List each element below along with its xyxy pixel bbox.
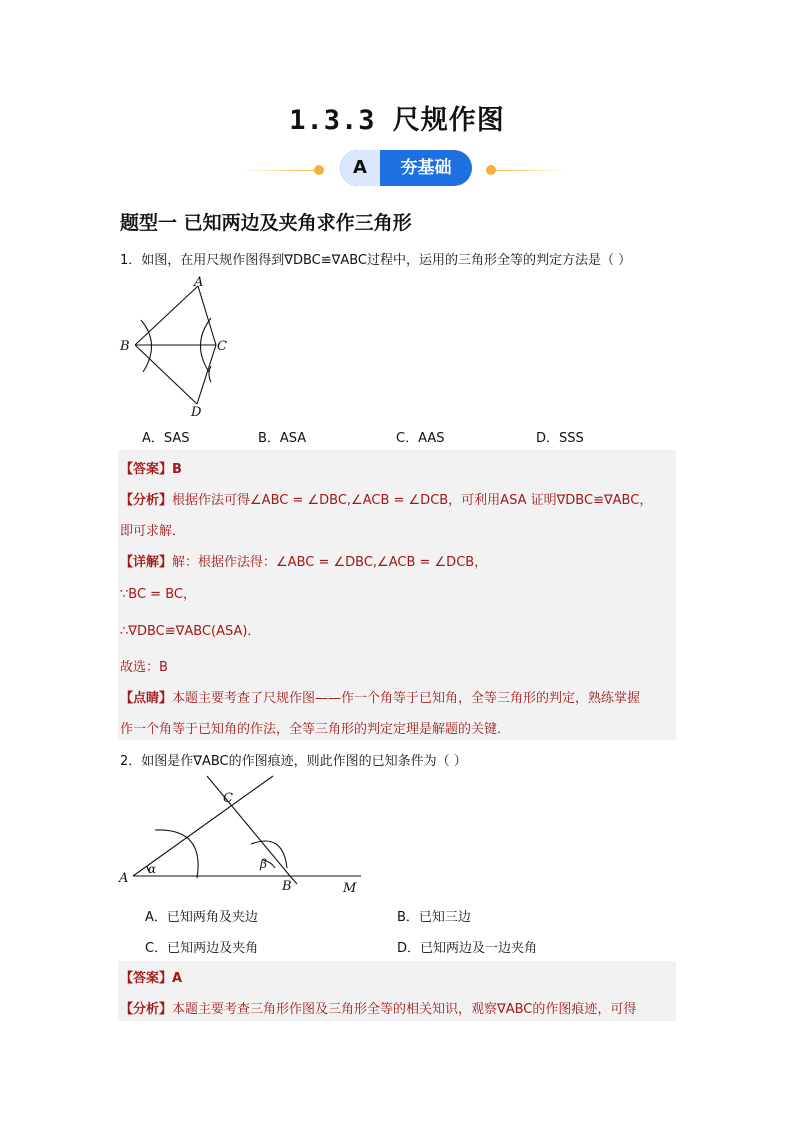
q1-comment-tag: 【点睛】 [120,691,173,706]
q2-label-beta: β [260,857,267,871]
q2-analysis-tag: 【分析】 [120,1002,173,1017]
q1-option-c: C．AAS [396,431,445,446]
q1-analysis-tag: 【分析】 [120,493,173,508]
q1-option-a: A．SAS [142,431,190,446]
q1-option-d: D．SSS [536,431,584,446]
q1-choose-line: 故选：B [120,660,168,675]
banner-line-left [240,170,320,171]
q1-comment-text-1: 本题主要考查了尺规作图——作一个角等于已知角，全等三角形的判定，熟练掌握 [172,691,641,706]
q2-label-m: M [343,881,357,896]
q1-analysis-line-2: 即可求解． [120,524,186,539]
section-title: 题型一 已知两边及夹角求作三角形 [120,212,412,234]
q1-answer-line [120,458,182,477]
q2-analysis-text-1: 本题主要考查三角形作图及三角形全等的相关知识，观察∇ABC的作图痕迹，可得 [172,1002,637,1017]
level-letter: A [340,150,380,186]
q2-option-b: B．已知三边 [397,910,471,925]
q2-label-a: A [119,871,129,886]
q2-answer-tag: 【答案】 [120,971,173,986]
banner-line-right [490,170,570,171]
q1-detail-tag: 【详解】 [120,555,173,570]
q1-detail-line-1 [120,551,487,570]
q2-option-d: D．已知两边及一边夹角 [397,941,538,956]
q1-analysis-text-1: 根据作法可得∠ABC = ∠DBC,∠ACB = ∠DCB，可利用ASA 证明∇DBC≌∇ABC， [172,493,653,508]
q1-label-d: D [191,405,202,420]
question-1-text: 1．如图，在用尺规作图得到∇DBC≌∇ABC过程中，运用的三角形全等的判定方法是（ ） [120,253,632,268]
q2-analysis-line-1 [120,998,636,1017]
q1-detail-line-2: ∵BC = BC， [120,587,196,602]
q1-comment-line-1 [120,687,640,706]
level-banner [240,148,570,188]
banner-dot-left [314,165,324,175]
q2-option-a: A．已知两角及夹边 [145,910,258,925]
q2-option-c: C．已知两边及夹角 [145,941,259,956]
q1-answer-tag: 【答案】 [120,462,173,477]
q1-comment-line-2: 作一个角等于已知角的作法，全等三角形的判定定理是解题的关键． [120,722,511,737]
q1-label-c: C [217,339,227,354]
q2-label-alpha: α [148,862,157,876]
question-1-figure [115,272,245,420]
question-2-text: 2．如图是作∇ABC的作图痕迹，则此作图的已知条件为（ ） [120,754,467,769]
q2-label-b: B [282,879,292,894]
q1-detail-text-1: 解：根据作法得：∠ABC = ∠DBC,∠ACB = ∠DCB， [172,555,488,570]
level-pill [340,150,472,186]
q1-analysis-line-1 [120,489,652,508]
page-title: 1.3.3 尺规作图 [289,105,505,136]
question-2-figure [115,772,365,898]
q1-label-a: A [194,275,204,290]
level-text: 夯基础 [400,158,452,178]
q1-option-b: B．ASA [258,431,307,446]
q1-detail-line-3: ∴∇DBC≌∇ABC(ASA)． [120,624,261,639]
q2-answer-line [120,967,182,986]
q1-label-b: B [120,339,130,354]
q2-answer-value: A [172,971,183,986]
q2-label-c: C [223,791,233,806]
q1-answer-value: B [172,462,182,477]
